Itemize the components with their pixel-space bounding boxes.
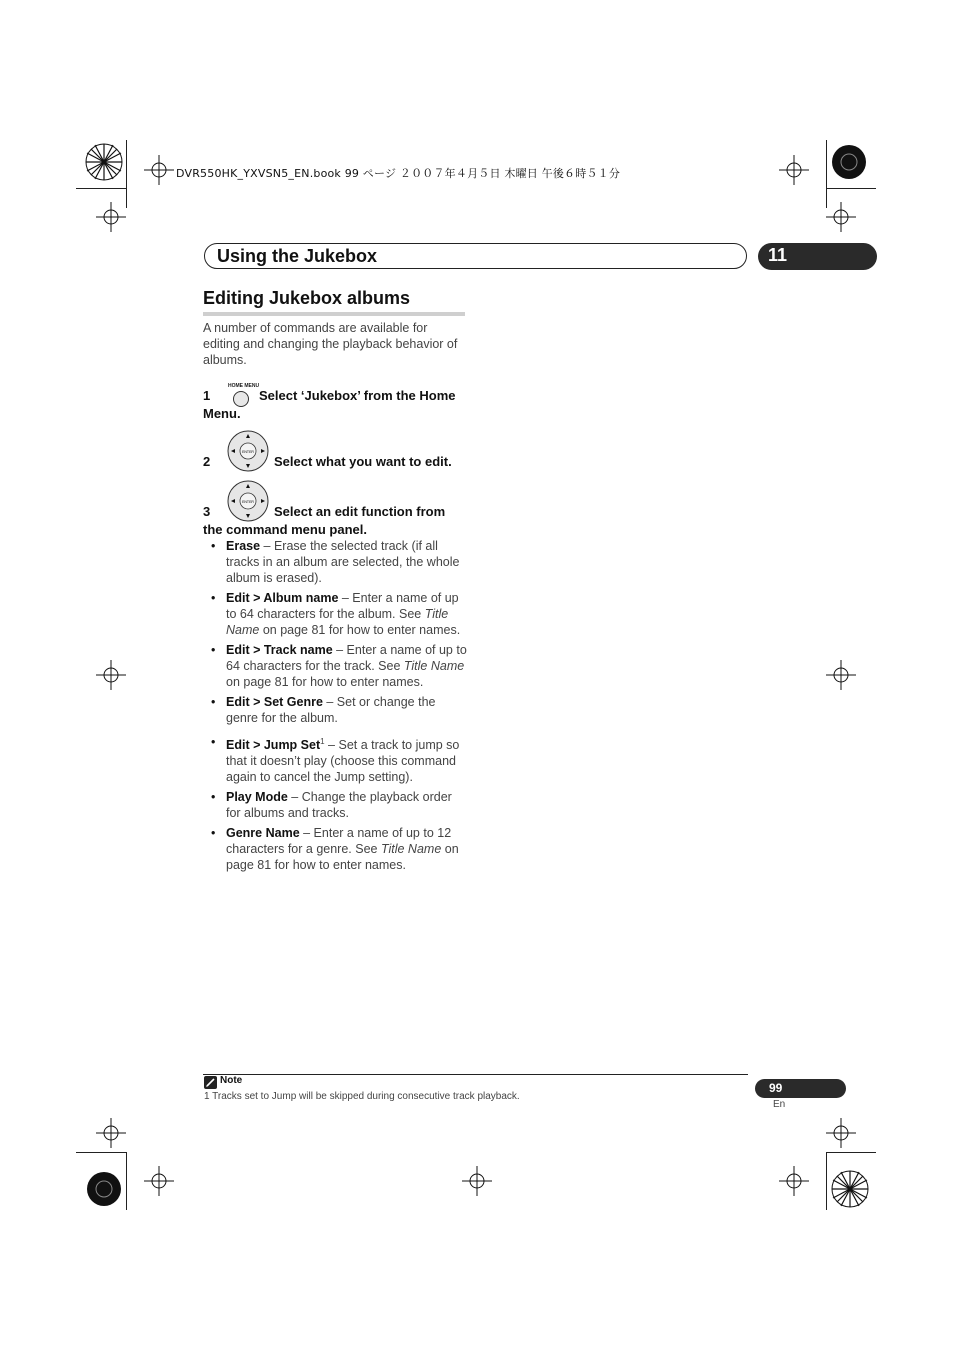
step-number: 3 (203, 504, 211, 519)
chapter-title: Using the Jukebox (217, 246, 378, 266)
crosshair-icon (462, 1166, 492, 1196)
section-rule (203, 312, 465, 316)
bullet-term: Play Mode (226, 790, 288, 805)
bullet-term: Edit > Jump Set (226, 738, 321, 753)
registration-mark-icon (84, 1169, 124, 1209)
registration-mark-icon (830, 1169, 870, 1209)
crop-line (76, 1152, 126, 1153)
note-text: 1 Tracks set to Jump will be skipped during consecutive track playback. (204, 1091, 520, 1102)
crosshair-icon (826, 202, 856, 232)
note-rule (203, 1074, 748, 1075)
step-3 (203, 503, 468, 539)
bullet-desc-end: on page 81 for how to enter names. (226, 675, 424, 689)
list-item: • Play Mode – Change the playback order for albums and tracks. (211, 790, 452, 821)
crosshair-icon (96, 1118, 126, 1148)
crosshair-icon (96, 660, 126, 690)
list-item: • Edit > Set Genre – Set or change the genre for the album. (211, 695, 436, 725)
bullet-desc: – Change the playback order for albums and tracks. (226, 790, 452, 821)
edit-functions-list (211, 538, 467, 877)
bullet-term: Edit > Album name (226, 591, 339, 605)
registration-mark-icon (829, 142, 869, 182)
chapter-number: 11 (758, 243, 877, 270)
step-text: Select what you want to edit. (274, 454, 452, 469)
note-label: Note (220, 1075, 243, 1086)
chapter-banner (204, 243, 747, 269)
step-text-continued: Menu. (203, 406, 241, 421)
step-text: Select ‘Jukebox’ from the Home (259, 388, 456, 403)
bullet-desc: – Enter a name of up to 64 characters for the track. See (226, 643, 467, 673)
crosshair-icon (779, 155, 809, 185)
step-number: 2 (203, 454, 211, 469)
list-item: • Edit > Album name – Enter a name of up to 64 characters for the album. See Title Name on page 81 for how to enter names. (211, 591, 461, 637)
registration-mark-icon (84, 142, 124, 182)
bullet-term: Edit > Track name (226, 643, 333, 657)
bullet-term: Erase (226, 539, 261, 553)
step-number: 1 (203, 388, 211, 403)
footnote-marker: 1 (320, 737, 325, 746)
bullet-desc-end: on page 81 for how to enter names. (259, 623, 461, 637)
crop-line (126, 1152, 127, 1210)
step-1 (203, 387, 468, 423)
step-text: Select an edit function from (274, 504, 446, 519)
step-text-continued: the command menu panel. (203, 522, 367, 537)
crop-line (826, 1152, 827, 1210)
crosshair-icon (144, 1166, 174, 1196)
list-item: • Edit > Jump Set$^1$ – Set a track to jump so that it doesn’t play (choose this command again to cancel the Jump setting). (211, 735, 460, 785)
cross-reference: Title Name (226, 607, 449, 637)
print-header: DVR550HK_YXVSN5_EN.book 99 ページ ２００７年４月５日 木曜日 午後６時５１分 (176, 167, 621, 180)
crop-line (826, 140, 827, 208)
bullet-desc: – Set or change the genre for the album. (226, 695, 436, 725)
page-language: En (773, 1099, 786, 1110)
enter-label: ENTER (242, 500, 254, 504)
cross-reference: Title Name (403, 659, 465, 673)
bullet-desc: – Erase the selected track (if all tracks in an album are selected, the whole album is erased). (226, 539, 460, 585)
page-number: 99 (755, 1079, 846, 1098)
crosshair-icon (96, 202, 126, 232)
bullet-desc: – Enter a name of up to 64 characters for the album. See (226, 591, 459, 621)
crop-line (76, 188, 126, 189)
list-item: • Genre Name – Enter a name of up to 12 characters for a genre. See Title Name on page 81 for how to enter names. (211, 826, 459, 873)
note-pencil-icon (204, 1076, 217, 1089)
step-2 (203, 453, 468, 471)
button-caption: HOME MENU (228, 383, 260, 389)
list-item: • Edit > Track name – Enter a name of up to 64 characters for the track. See Title Name on page 81 for how to enter names. (211, 643, 467, 689)
bullet-term: Edit > Set Genre (226, 695, 323, 709)
list-item: • Erase – Erase the selected track (if all tracks in an album are selected, the whole album is erased). (211, 539, 460, 585)
section-title: Editing Jukebox albums (203, 288, 411, 308)
crosshair-icon (826, 1118, 856, 1148)
crop-line (826, 188, 876, 189)
bullet-desc-end: on page 81 for how to enter names. (226, 842, 459, 873)
bullet-desc: – Set a track to jump so that it doesn’t play (choose this command again to cancel the Jump setting). (226, 738, 460, 785)
crosshair-icon (779, 1166, 809, 1196)
crop-line (126, 140, 127, 208)
crosshair-icon (826, 660, 856, 690)
intro-paragraph: A number of commands are available for editing and changing the playback behavior of albums. (203, 321, 458, 367)
cross-reference: Title Name (380, 842, 442, 857)
bullet-desc: – Enter a name of up to 12 characters for a genre. See (226, 826, 452, 857)
bullet-term: Genre Name (226, 826, 300, 841)
enter-label: ENTER (242, 450, 254, 454)
crosshair-icon (144, 155, 174, 185)
crop-line (826, 1152, 876, 1153)
